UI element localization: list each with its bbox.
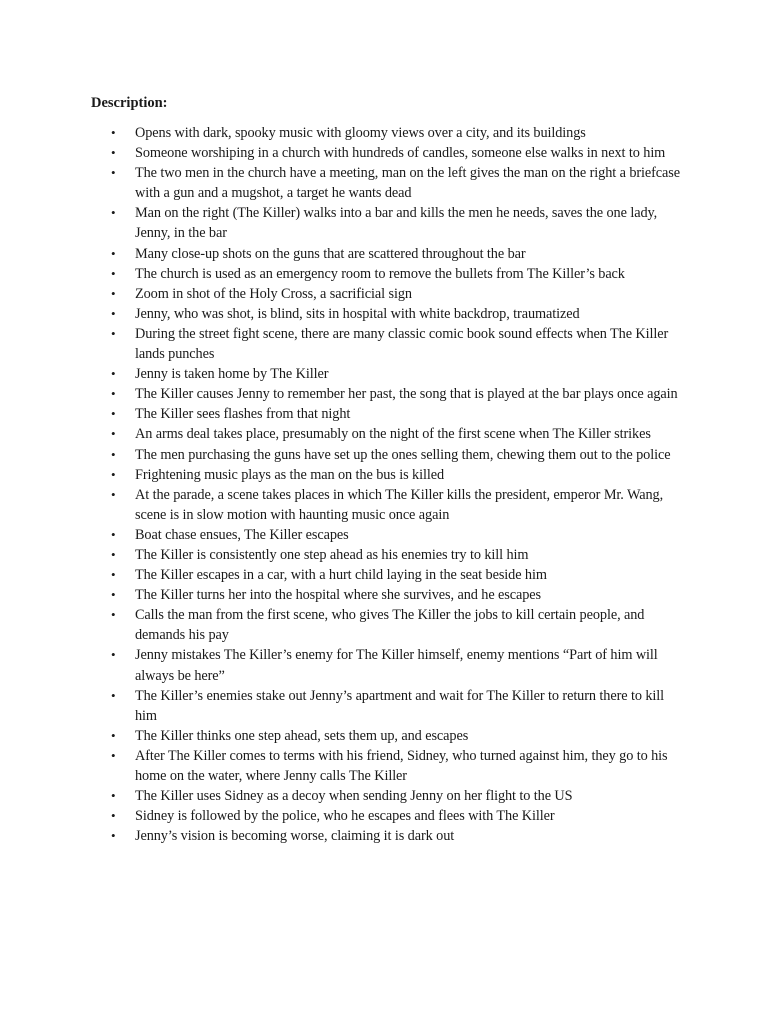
bullet-item <box>111 485 686 525</box>
bullet-item <box>111 585 686 605</box>
bullet-item <box>111 686 686 726</box>
bullet-point-icon: • <box>111 788 116 804</box>
bullet-point-icon: • <box>111 165 116 181</box>
bullet-item <box>111 203 686 243</box>
bullet-item <box>111 304 686 324</box>
bullet-point-icon: • <box>111 546 116 562</box>
bullet-item <box>111 324 686 364</box>
bullet-item <box>111 123 686 143</box>
bullet-item <box>111 786 686 806</box>
bullet-point-icon: • <box>111 265 116 281</box>
bullet-item <box>111 284 686 304</box>
bullet-text: Zoom in shot of the Holy Cross, a sacrificial sign <box>135 285 412 302</box>
bullet-point-icon: • <box>111 406 116 422</box>
bullet-point-icon: • <box>111 426 116 442</box>
bullet-point-icon: • <box>111 386 116 402</box>
bullet-point-icon: • <box>111 145 116 161</box>
bullet-text: Jenny’s vision is becoming worse, claiming it is dark out <box>135 828 455 845</box>
bullet-text: The Killer sees flashes from that night <box>135 406 351 423</box>
bullet-point-icon: • <box>111 245 116 261</box>
bullet-text: The Killer causes Jenny to remember her past, the song that is played at the bar plays once again <box>135 386 678 403</box>
bullet-point-icon: • <box>111 727 116 743</box>
bullet-point-icon: • <box>111 325 116 341</box>
bullet-point-icon: • <box>111 647 116 663</box>
bullet-point-icon: • <box>111 828 116 844</box>
bullet-item <box>111 143 686 163</box>
bullet-text: The Killer escapes in a car, with a hurt child laying in the seat beside him <box>135 567 547 584</box>
bullet-text: The Killer is consistently one step ahead as his enemies try to kill him <box>135 546 529 563</box>
bullet-text: Many close-up shots on the guns that are scattered throughout the bar <box>135 245 526 262</box>
bullet-text: Jenny mistakes The Killer’s enemy for The Killer himself, enemy mentions “Part of him will always be here” <box>135 647 658 684</box>
bullet-item <box>111 746 686 786</box>
bullet-point-icon: • <box>111 687 116 703</box>
bullet-item <box>111 565 686 585</box>
bullet-point-icon: • <box>111 125 116 140</box>
bullet-text: The Killer’s enemies stake out Jenny’s apartment and wait for The Killer to return there to kill him <box>135 687 665 724</box>
bullet-item <box>111 244 686 264</box>
bullet-item <box>111 424 686 444</box>
bullet-point-icon: • <box>111 305 116 321</box>
description-bullet-list <box>111 123 686 846</box>
bullet-point-icon: • <box>111 446 116 462</box>
bullet-item <box>111 726 686 746</box>
bullet-point-icon: • <box>111 486 116 502</box>
bullet-text: The men purchasing the guns have set up the ones selling them, chewing them out to the police <box>135 446 671 463</box>
bullet-point-icon: • <box>111 366 116 382</box>
bullet-item <box>111 384 686 404</box>
bullet-text: At the parade, a scene takes places in which The Killer kills the president, emperor Mr. Wang, scene is in slow motion with haunting music once again <box>135 486 664 523</box>
bullet-item <box>111 364 686 384</box>
bullet-item <box>111 806 686 826</box>
bullet-text: After The Killer comes to terms with his friend, Sidney, who turned against him, they go to his home on the water, where Jenny calls The Killer <box>135 747 668 784</box>
bullet-point-icon: • <box>111 205 116 221</box>
bullet-point-icon: • <box>111 567 116 583</box>
bullet-point-icon: • <box>111 285 116 301</box>
bullet-text: The church is used as an emergency room to remove the bullets from The Killer’s back <box>135 265 625 282</box>
bullet-point-icon: • <box>111 466 116 482</box>
bullet-point-icon: • <box>111 747 116 763</box>
description-heading: Description: <box>91 95 168 111</box>
bullet-text: Sidney is followed by the police, who he escapes and flees with The Killer <box>135 808 555 825</box>
bullet-text: Man on the right (The Killer) walks into a bar and kills the men he needs, saves the one lady, Jenny, in the bar <box>135 205 658 242</box>
bullet-item <box>111 264 686 284</box>
bullet-text: Jenny, who was shot, is blind, sits in hospital with white backdrop, traumatized <box>135 305 580 322</box>
bullet-text: During the street fight scene, there are many classic comic book sound effects when The Killer lands punches <box>135 325 669 363</box>
bullet-item <box>111 465 686 485</box>
bullet-item <box>111 826 686 846</box>
bullet-item <box>111 545 686 565</box>
bullet-text: The Killer uses Sidney as a decoy when sending Jenny on her flight to the US <box>135 788 573 805</box>
bullet-text: Jenny is taken home by The Killer <box>135 366 329 383</box>
bullet-text: Calls the man from the first scene, who gives The Killer the jobs to kill certain people, and demands his pay <box>135 607 645 644</box>
bullet-text: The Killer thinks one step ahead, sets them up, and escapes <box>135 727 469 744</box>
bullet-text: Opens with dark, spooky music with gloomy views over a city, and its buildings <box>135 125 586 141</box>
bullet-text: An arms deal takes place, presumably on the night of the first scene when The Killer strikes <box>135 426 651 443</box>
bullet-text: The Killer turns her into the hospital where she survives, and he escapes <box>135 587 541 604</box>
bullet-item <box>111 404 686 424</box>
bullet-item <box>111 525 686 545</box>
bullet-item <box>111 445 686 465</box>
bullet-item <box>111 645 686 685</box>
bullet-text: Boat chase ensues, The Killer escapes <box>135 526 349 543</box>
bullet-point-icon: • <box>111 607 116 623</box>
bullet-item <box>111 163 686 203</box>
bullet-text: Frightening music plays as the man on the bus is killed <box>135 466 444 483</box>
bullet-text: The two men in the church have a meeting, man on the left gives the man on the right a briefcase with a gun and a mugshot, a target he wants dead <box>135 165 681 202</box>
bullet-point-icon: • <box>111 526 116 542</box>
bullet-point-icon: • <box>111 587 116 603</box>
bullet-text: Someone worshiping in a church with hundreds of candles, someone else walks in next to him <box>135 145 666 162</box>
bullet-item <box>111 605 686 645</box>
bullet-point-icon: • <box>111 808 116 824</box>
